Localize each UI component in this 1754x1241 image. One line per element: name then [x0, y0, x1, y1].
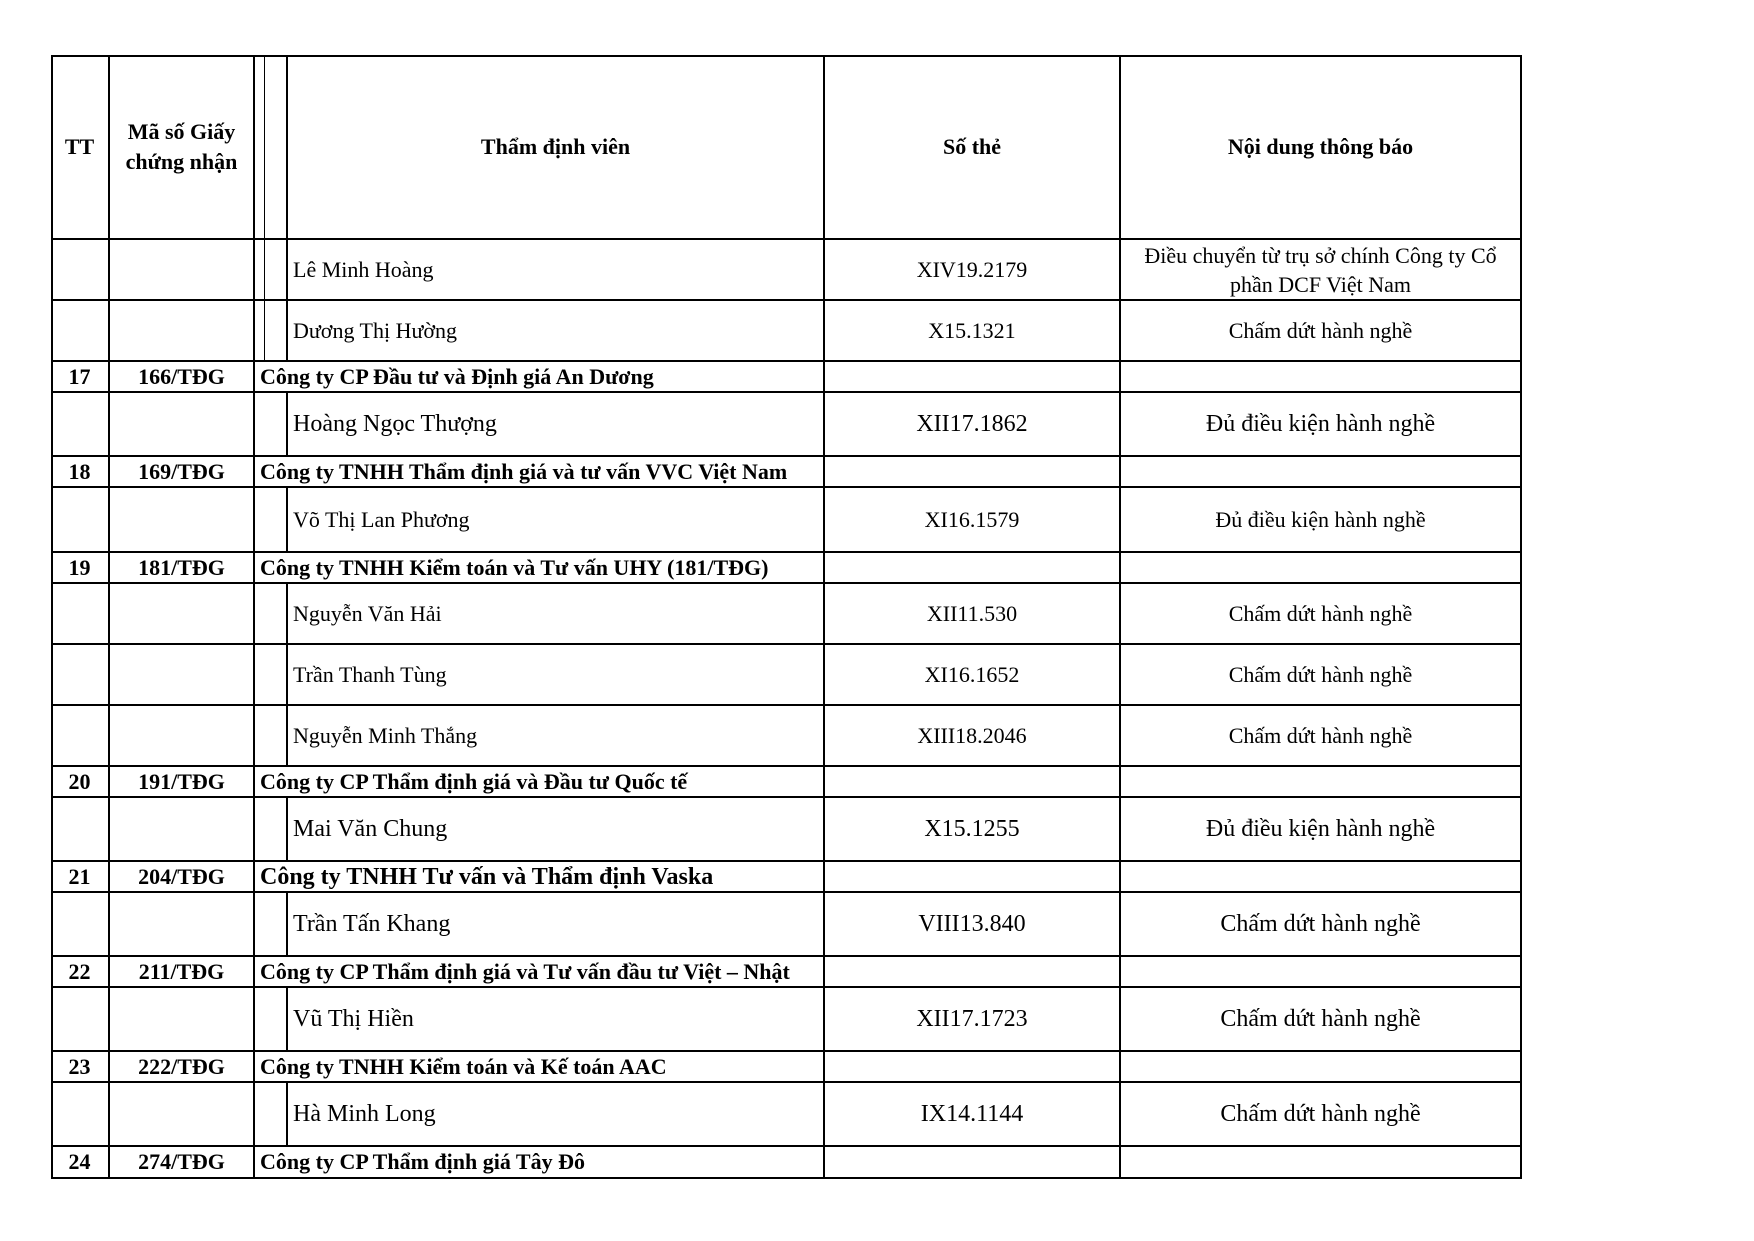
certificate-code: 211/TĐG: [138, 958, 225, 984]
notice-content: Chấm dứt hành nghề: [1220, 1005, 1421, 1032]
row-number: 23: [68, 1053, 91, 1079]
notice-content: Chấm dứt hành nghề: [1228, 723, 1413, 748]
appraiser-name: Nguyễn Văn Hải: [293, 600, 442, 626]
appraiser-name: Vũ Thị Hiền: [293, 1006, 414, 1032]
certificate-code: 181/TĐG: [138, 554, 225, 580]
header-subcolumn-divider: [264, 55, 265, 238]
card-number: XIV19.2179: [916, 256, 1028, 282]
company-name: Công ty TNHH Kiểm toán và Kế toán AAC: [260, 1053, 667, 1079]
appraiser-name: Dương Thị Hường: [293, 317, 458, 343]
appraiser-name: Hà Minh Long: [293, 1101, 436, 1127]
card-number: X15.1255: [924, 816, 1020, 842]
card-number: XIII18.2046: [917, 722, 1027, 748]
notice-content: Đủ điều kiện hành nghề: [1215, 507, 1426, 532]
row-number: 18: [68, 458, 91, 484]
notice-content: Chấm dứt hành nghề: [1228, 318, 1413, 343]
column-divider: [253, 55, 255, 1179]
table-border-right: [1520, 55, 1522, 1179]
card-number: XII17.1723: [916, 1006, 1028, 1032]
card-number: XI16.1579: [924, 506, 1020, 532]
notice-content: Đủ điều kiện hành nghề: [1205, 410, 1436, 437]
appraiser-name: Lê Minh Hoàng: [293, 256, 434, 282]
notice-content: Chấm dứt hành nghề: [1228, 601, 1413, 626]
row-number: 20: [68, 768, 91, 794]
notice-content: Chấm dứt hành nghề: [1220, 910, 1421, 937]
table-border-bottom: [51, 1177, 1522, 1179]
card-number: XII11.530: [926, 600, 1018, 626]
company-name: Công ty TNHH Tư vấn và Thẩm định Vaska: [260, 863, 714, 890]
card-number: XII17.1862: [916, 411, 1028, 437]
appraiser-name: Hoàng Ngọc Thượng: [293, 411, 497, 437]
person-subcolumn-divider: [264, 299, 265, 360]
card-number: X15.1321: [928, 317, 1016, 343]
row-number: 22: [68, 958, 91, 984]
appraiser-name: Nguyễn Minh Thắng: [293, 722, 478, 748]
row-number: 21: [68, 863, 91, 889]
appraiser-name: Mai Văn Chung: [293, 816, 448, 842]
certificate-code: 222/TĐG: [138, 1053, 225, 1079]
certificate-code: 274/TĐG: [138, 1148, 225, 1174]
notice-content: Điều chuyển từ trụ sở chính Công ty Cổ phần DCF Việt Nam: [1144, 242, 1497, 297]
header-certificate-code: Mã số Giấy chứng nhận: [125, 118, 238, 174]
card-number: XI16.1652: [924, 661, 1020, 687]
card-number: IX14.1144: [920, 1101, 1024, 1127]
notice-content: Đủ điều kiện hành nghề: [1205, 815, 1436, 842]
company-name: Công ty TNHH Kiểm toán và Tư vấn UHY (181/TĐG): [260, 554, 769, 580]
notice-content: Chấm dứt hành nghề: [1228, 662, 1413, 687]
company-name: Công ty CP Thẩm định giá và Đầu tư Quốc tế: [260, 768, 688, 794]
notice-content: Chấm dứt hành nghề: [1220, 1100, 1421, 1127]
card-number: VIII13.840: [918, 911, 1026, 937]
row-number: 24: [68, 1148, 91, 1174]
company-name: Công ty TNHH Thẩm định giá và tư vấn VVC Việt Nam: [260, 458, 788, 484]
appraiser-name: Võ Thị Lan Phương: [293, 506, 470, 532]
appraiser-name: Trần Thanh Tùng: [293, 661, 447, 687]
certificate-code: 166/TĐG: [138, 363, 225, 389]
certificate-code: 204/TĐG: [138, 863, 225, 889]
header-notice: Nội dung thông báo: [1227, 133, 1414, 159]
certificate-code: 191/TĐG: [138, 768, 225, 794]
header-tt: TT: [64, 133, 95, 159]
header-appraiser: Thẩm định viên: [480, 133, 631, 159]
practitioner-notice-table: [51, 55, 1522, 1179]
appraiser-name: Trần Tấn Khang: [293, 911, 451, 937]
company-name: Công ty CP Đầu tư và Định giá An Dương: [260, 363, 654, 389]
row-number: 19: [68, 554, 91, 580]
company-name: Công ty CP Thẩm định giá Tây Đô: [260, 1148, 585, 1174]
person-subcolumn-divider: [264, 238, 265, 299]
header-card-number: Số thẻ: [942, 133, 1002, 159]
certificate-code: 169/TĐG: [138, 458, 225, 484]
company-name: Công ty CP Thẩm định giá và Tư vấn đầu tư Việt – Nhật: [260, 958, 790, 984]
row-number: 17: [68, 363, 91, 389]
